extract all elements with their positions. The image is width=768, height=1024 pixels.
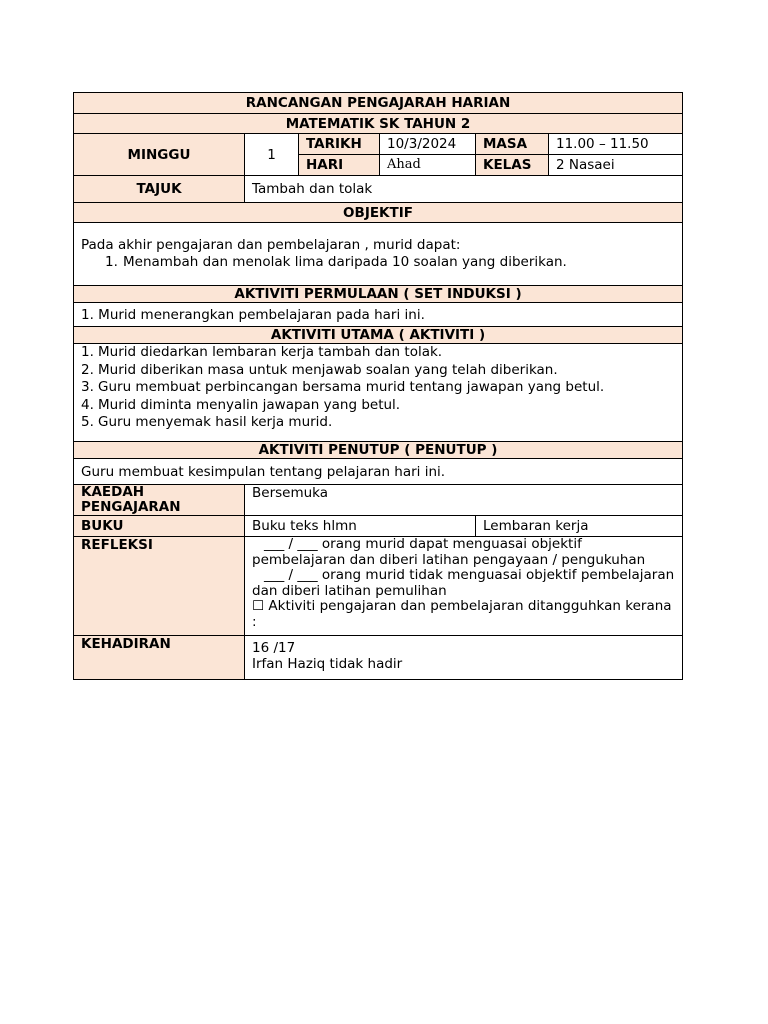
kehadiran-label: KEHADIRAN (74, 636, 245, 680)
list-text: Murid diminta menyalin jawapan yang betul. (98, 396, 401, 413)
tajuk-label: TAJUK (74, 176, 245, 203)
masa-value: 11.00 – 11.50 (549, 134, 683, 155)
list-text: Murid diedarkan lembaran kerja tambah dan tolak. (98, 344, 443, 360)
objektif-heading: OBJEKTIF (74, 203, 683, 223)
utama-heading: AKTIVITI UTAMA ( AKTIVITI ) (74, 327, 683, 344)
minggu-value: 1 (245, 134, 299, 176)
refleksi-label: REFLEKSI (74, 537, 245, 636)
masa-label: MASA (476, 134, 549, 155)
list-item (81, 344, 675, 362)
list-item (81, 254, 675, 271)
list-text: Guru membuat perbincangan bersama murid tentang jawapan yang betul. (98, 379, 605, 395)
refleksi-line-1-text: ___ / ___ orang murid dapat menguasai objektif pembelajaran dan diberi latihan pengayaan / pengukuhan (252, 536, 646, 568)
list-number: 3. (81, 379, 94, 395)
list-item (81, 379, 675, 397)
kaedah-label: KAEDAH PENGAJARAN (74, 485, 245, 516)
list-number: 5. (81, 414, 94, 430)
list-number: 2. (81, 361, 94, 378)
buku-value-1: Buku teks hlmn (245, 516, 476, 537)
refleksi-line-2 (252, 568, 675, 599)
minggu-label: MINGGU (74, 134, 245, 176)
tarikh-label: TARIKH (299, 134, 380, 155)
utama-list (81, 344, 675, 432)
list-text: Murid diberikan masa untuk menjawab soalan yang telah diberikan. (98, 361, 558, 378)
permulaan-heading: AKTIVITI PERMULAAN ( SET INDUKSI ) (74, 286, 683, 303)
tajuk-value: Tambah dan tolak (245, 176, 683, 203)
plan-title: RANCANGAN PENGAJARAH HARIAN (74, 93, 683, 114)
lesson-plan-table (73, 92, 683, 680)
refleksi-line-3-text: Aktiviti pengajaran dan pembelajaran ditangguhkan kerana : (252, 598, 672, 630)
checkbox-icon[interactable]: ☐ (252, 598, 265, 615)
objektif-intro: Pada akhir pengajaran dan pembelajaran , murid dapat: (81, 237, 461, 253)
permulaan-text: 1. Murid menerangkan pembelajaran pada hari ini. (74, 303, 683, 327)
hari-value: Ahad (380, 155, 476, 176)
hari-label: HARI (299, 155, 380, 176)
kehadiran-note: Irfan Haziq tidak hadir (252, 656, 403, 672)
refleksi-line-3 (252, 599, 675, 630)
buku-label: BUKU (74, 516, 245, 537)
list-text: Guru menyemak hasil kerja murid. (98, 414, 333, 430)
tarikh-value: 10/3/2024 (380, 134, 476, 155)
penutup-text: Guru membuat kesimpulan tentang pelajaran hari ini. (74, 459, 683, 485)
kaedah-value: Bersemuka (245, 485, 683, 516)
kelas-value: 2 Nasaei (549, 155, 683, 176)
kehadiran-count: 16 /17 (252, 640, 296, 656)
objektif-list (81, 254, 675, 271)
list-number: 4. (81, 396, 94, 413)
list-item (81, 397, 675, 415)
plan-subtitle: MATEMATIK SK TAHUN 2 (74, 114, 683, 134)
list-item (81, 414, 675, 432)
penutup-heading: AKTIVITI PENUTUP ( PENUTUP ) (74, 442, 683, 459)
refleksi-line-1 (252, 537, 675, 568)
objektif-content (74, 223, 683, 286)
refleksi-line-2-text: ___ / ___ orang murid tidak menguasai objektif pembelajaran dan diberi latihan pemulihan (252, 567, 675, 599)
buku-value-2: Lembaran kerja (476, 516, 683, 537)
refleksi-content (245, 537, 683, 636)
kehadiran-content (245, 636, 683, 680)
list-item (81, 362, 675, 380)
list-number: 1. (105, 254, 118, 270)
list-number: 1. (81, 344, 94, 360)
utama-content (74, 344, 683, 442)
kelas-label: KELAS (476, 155, 549, 176)
list-text: Menambah dan menolak lima daripada 10 soalan yang diberikan. (123, 254, 567, 270)
